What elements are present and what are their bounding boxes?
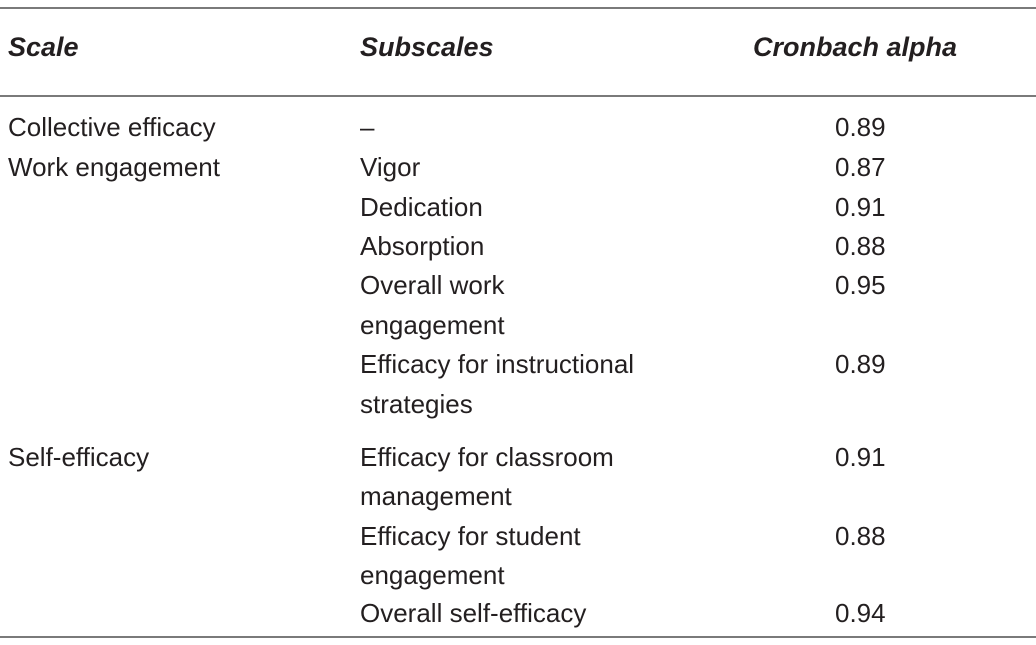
- header-cronbach-alpha: Cronbach alpha: [753, 32, 958, 62]
- header-subscales: Subscales: [360, 32, 494, 62]
- cell-alpha-overall-self-efficacy: 0.94: [835, 598, 886, 628]
- table-header-rule: [0, 95, 1036, 97]
- cell-subscale-overall-work-engagement-line2: engagement: [360, 310, 505, 340]
- cell-scale-work-engagement: Work engagement: [8, 152, 220, 182]
- cell-alpha-absorption: 0.88: [835, 231, 886, 261]
- cell-subscale-instructional-strategies-line2: strategies: [360, 389, 473, 419]
- cell-alpha-classroom-management: 0.91: [835, 442, 886, 472]
- cell-subscale-instructional-strategies-line1: Efficacy for instructional: [360, 349, 635, 379]
- cell-scale-self-efficacy: Self-efficacy: [8, 442, 150, 472]
- header-scale: Scale: [8, 32, 79, 62]
- cell-alpha-collective-efficacy: 0.89: [835, 112, 886, 142]
- cell-subscale-dedication: Dedication: [360, 192, 483, 222]
- table-top-rule: [0, 7, 1036, 9]
- cell-subscale-vigor: Vigor: [360, 152, 421, 182]
- cell-subscale-overall-work-engagement-line1: Overall work: [360, 270, 505, 300]
- cell-alpha-student-engagement: 0.88: [835, 521, 886, 551]
- cell-subscale-student-engagement-line1: Efficacy for student: [360, 521, 581, 551]
- cell-subscale-none: –: [360, 112, 375, 142]
- cell-scale-collective-efficacy: Collective efficacy: [8, 112, 216, 142]
- cell-subscale-classroom-management-line1: Efficacy for classroom: [360, 442, 614, 472]
- cell-alpha-overall-work-engagement: 0.95: [835, 270, 886, 300]
- cell-subscale-absorption: Absorption: [360, 231, 485, 261]
- table-bottom-rule: [0, 636, 1036, 638]
- cell-alpha-vigor: 0.87: [835, 152, 886, 182]
- cell-alpha-instructional-strategies: 0.89: [835, 349, 886, 379]
- cell-alpha-dedication: 0.91: [835, 192, 886, 222]
- cell-subscale-classroom-management-line2: management: [360, 481, 512, 511]
- cell-subscale-overall-self-efficacy: Overall self-efficacy: [360, 598, 587, 628]
- cell-subscale-student-engagement-line2: engagement: [360, 560, 505, 590]
